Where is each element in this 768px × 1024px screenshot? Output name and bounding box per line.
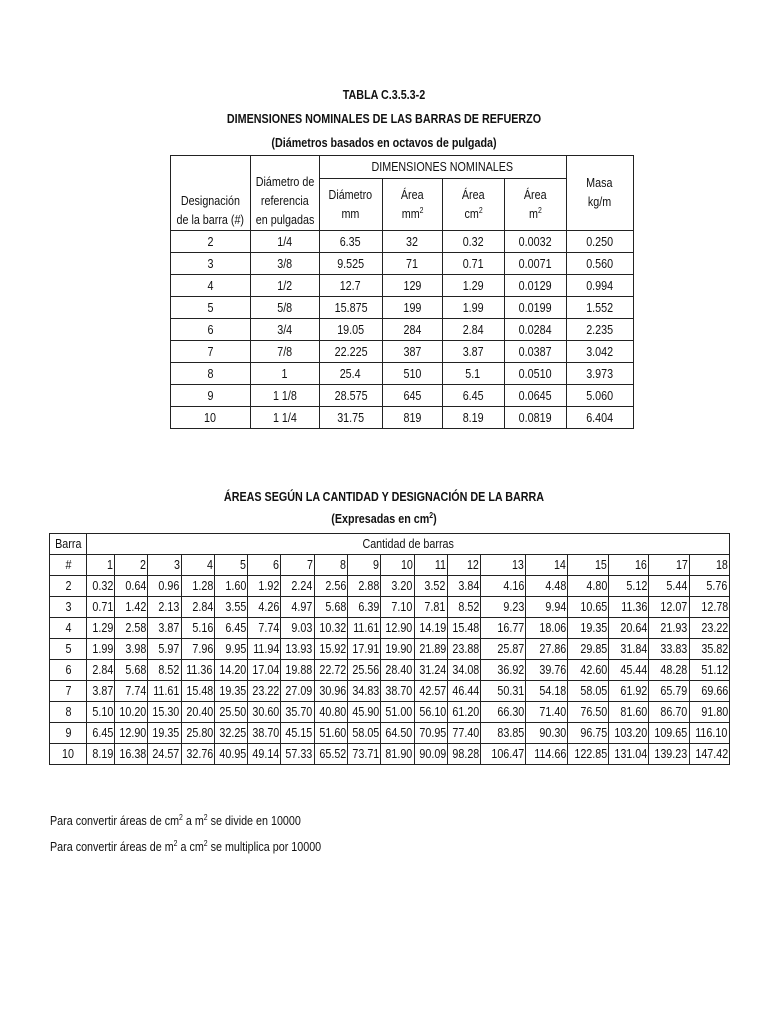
area-cell: 0.96	[148, 576, 181, 597]
area-cell: 1.60	[214, 576, 247, 597]
table-row	[50, 681, 730, 702]
header-hash: #	[50, 555, 87, 576]
table-row	[50, 618, 730, 639]
area-cell: 61.92	[609, 681, 649, 702]
table-row	[171, 253, 634, 275]
area-cell: 15.48	[447, 618, 480, 639]
area-cell: 12.78	[689, 597, 729, 618]
area-cell: 19.90	[381, 639, 414, 660]
table-cell: 645	[382, 385, 442, 407]
table-cell: 7	[171, 341, 251, 363]
area-cell: 98.28	[447, 744, 480, 765]
area-cell: 4.26	[248, 597, 281, 618]
area-cell: 116.10	[689, 723, 729, 744]
area-cell: 51.00	[381, 702, 414, 723]
area-cell: 65.79	[649, 681, 689, 702]
area-cell: 31.84	[609, 639, 649, 660]
table-row	[50, 660, 730, 681]
table-row	[50, 597, 730, 618]
area-cell: 81.90	[381, 744, 414, 765]
area-cell: 11.36	[609, 597, 649, 618]
area-cell: 9.94	[526, 597, 568, 618]
area-cell: 3.87	[87, 681, 115, 702]
area-cell: 91.80	[689, 702, 729, 723]
area-cell: 69.66	[689, 681, 729, 702]
table-cell: 1	[250, 363, 319, 385]
table-cell: 3/4	[250, 319, 319, 341]
area-cell: 0.71	[87, 597, 115, 618]
header-barra: Barra	[50, 534, 87, 555]
area-cell: 10.32	[314, 618, 347, 639]
area-cell: 38.70	[248, 723, 281, 744]
area-cell: 90.30	[526, 723, 568, 744]
table-cell: 510	[382, 363, 442, 385]
area-cell: 22.72	[314, 660, 347, 681]
area-cell: 33.83	[649, 639, 689, 660]
table1-title: TABLA C.3.5.3-2	[342, 88, 426, 102]
table-cell: 1.552	[566, 297, 633, 319]
table-cell: 284	[382, 319, 442, 341]
area-cell: 5.10	[87, 702, 115, 723]
table-cell: 3/8	[250, 253, 319, 275]
nominal-dimensions-table	[170, 155, 634, 429]
table-cell: 387	[382, 341, 442, 363]
area-cell: 49.14	[248, 744, 281, 765]
area-cell: 57.33	[281, 744, 314, 765]
area-cell: 3.20	[381, 576, 414, 597]
table-cell: 3	[171, 253, 251, 275]
count-header-cell: 15	[568, 555, 609, 576]
bar-designation-cell: 6	[50, 660, 87, 681]
count-header-cell: 6	[248, 555, 281, 576]
area-cell: 5.44	[649, 576, 689, 597]
area-cell: 5.68	[115, 660, 148, 681]
area-cell: 71.40	[526, 702, 568, 723]
area-cell: 51.60	[314, 723, 347, 744]
header-designacion: Designación de la barra (#)	[171, 156, 251, 231]
header-area-cm2: Área $cm^2$	[442, 179, 504, 231]
bar-designation-cell: 7	[50, 681, 87, 702]
header-diametro-referencia: Diámetro de referencia en pulgadas	[250, 156, 319, 231]
table-cell: 12.7	[319, 275, 382, 297]
area-cell: 19.35	[148, 723, 181, 744]
table-row	[50, 702, 730, 723]
table-row	[171, 319, 634, 341]
area-cell: 25.80	[181, 723, 214, 744]
area-cell: 1.92	[248, 576, 281, 597]
area-cell: 23.22	[248, 681, 281, 702]
table-cell: 6.404	[566, 407, 633, 429]
area-cell: 11.36	[181, 660, 214, 681]
area-cell: 1.29	[87, 618, 115, 639]
table-row	[171, 407, 634, 429]
area-cell: 23.22	[689, 618, 729, 639]
table-cell: 0.560	[566, 253, 633, 275]
table-cell: 6.35	[319, 231, 382, 253]
area-cell: 90.09	[414, 744, 447, 765]
table-cell: 28.575	[319, 385, 382, 407]
area-cell: 114.66	[526, 744, 568, 765]
area-cell: 65.52	[314, 744, 347, 765]
area-cell: 10.65	[568, 597, 609, 618]
count-header-cell: 2	[115, 555, 148, 576]
table-cell: 2	[171, 231, 251, 253]
area-cell: 5.16	[181, 618, 214, 639]
area-cell: 25.56	[347, 660, 380, 681]
table-cell: 1.99	[442, 297, 504, 319]
table-cell: 71	[382, 253, 442, 275]
table-cell: 6.45	[442, 385, 504, 407]
area-cell: 10.20	[115, 702, 148, 723]
area-cell: 8.52	[148, 660, 181, 681]
table-cell: 0.0284	[504, 319, 566, 341]
table-row	[50, 744, 730, 765]
header-diametro-mm: Diámetro mm	[319, 179, 382, 231]
area-cell: 1.99	[87, 639, 115, 660]
area-cell: 32.76	[181, 744, 214, 765]
table-cell: 0.0071	[504, 253, 566, 275]
area-cell: 30.96	[314, 681, 347, 702]
area-cell: 42.60	[568, 660, 609, 681]
area-cell: 2.84	[87, 660, 115, 681]
area-cell: 21.93	[649, 618, 689, 639]
area-cell: 11.61	[148, 681, 181, 702]
area-cell: 81.60	[609, 702, 649, 723]
area-cell: 4.16	[481, 576, 526, 597]
table-cell: 0.0199	[504, 297, 566, 319]
area-cell: 5.97	[148, 639, 181, 660]
count-header-cell: 14	[526, 555, 568, 576]
area-cell: 2.84	[181, 597, 214, 618]
area-cell: 147.42	[689, 744, 729, 765]
area-cell: 3.98	[115, 639, 148, 660]
area-cell: 28.40	[381, 660, 414, 681]
area-cell: 2.13	[148, 597, 181, 618]
table-cell: 1 1/8	[250, 385, 319, 407]
area-cell: 19.88	[281, 660, 314, 681]
area-cell: 11.94	[248, 639, 281, 660]
table-row	[171, 385, 634, 407]
area-cell: 0.32	[87, 576, 115, 597]
area-cell: 27.86	[526, 639, 568, 660]
table-cell: 0.0387	[504, 341, 566, 363]
area-cell: 103.20	[609, 723, 649, 744]
area-cell: 35.70	[281, 702, 314, 723]
table-cell: 19.05	[319, 319, 382, 341]
count-header-cell: 18	[689, 555, 729, 576]
area-cell: 23.88	[447, 639, 480, 660]
areas-by-quantity-table	[49, 533, 730, 765]
area-cell: 5.68	[314, 597, 347, 618]
area-cell: 45.15	[281, 723, 314, 744]
table-cell: 31.75	[319, 407, 382, 429]
area-cell: 48.28	[649, 660, 689, 681]
count-header-cell: 3	[148, 555, 181, 576]
area-cell: 109.65	[649, 723, 689, 744]
table-cell: 1/2	[250, 275, 319, 297]
header-area-mm2: Área $mm^2$	[382, 179, 442, 231]
area-cell: 9.03	[281, 618, 314, 639]
area-cell: 3.55	[214, 597, 247, 618]
table-cell: 8.19	[442, 407, 504, 429]
area-cell: 7.10	[381, 597, 414, 618]
area-cell: 31.24	[414, 660, 447, 681]
area-cell: 19.35	[214, 681, 247, 702]
area-cell: 29.85	[568, 639, 609, 660]
table-row	[171, 297, 634, 319]
area-cell: 7.74	[248, 618, 281, 639]
area-cell: 56.10	[414, 702, 447, 723]
area-cell: 64.50	[381, 723, 414, 744]
count-header-cell: 16	[609, 555, 649, 576]
table-row	[171, 341, 634, 363]
area-cell: 70.95	[414, 723, 447, 744]
area-cell: 20.40	[181, 702, 214, 723]
table-cell: 1/4	[250, 231, 319, 253]
area-cell: 12.90	[115, 723, 148, 744]
area-cell: 4.80	[568, 576, 609, 597]
area-cell: 139.23	[649, 744, 689, 765]
count-header-cell: 5	[214, 555, 247, 576]
count-header-cell: 1	[87, 555, 115, 576]
table-row	[50, 576, 730, 597]
area-cell: 40.80	[314, 702, 347, 723]
header-area-m2: Área $m^2$	[504, 179, 566, 231]
table-cell: 819	[382, 407, 442, 429]
table-cell: 5	[171, 297, 251, 319]
table-cell: 22.225	[319, 341, 382, 363]
table-row	[171, 363, 634, 385]
table-row	[171, 231, 634, 253]
area-cell: 6.39	[347, 597, 380, 618]
area-cell: 58.05	[347, 723, 380, 744]
table-cell: 0.0032	[504, 231, 566, 253]
area-cell: 7.74	[115, 681, 148, 702]
area-cell: 61.20	[447, 702, 480, 723]
table-cell: 1 1/4	[250, 407, 319, 429]
area-cell: 58.05	[568, 681, 609, 702]
area-cell: 35.82	[689, 639, 729, 660]
area-cell: 45.44	[609, 660, 649, 681]
area-cell: 20.64	[609, 618, 649, 639]
bar-designation-cell: 5	[50, 639, 87, 660]
area-cell: 14.19	[414, 618, 447, 639]
table-cell: 10	[171, 407, 251, 429]
count-header-cell: 12	[447, 555, 480, 576]
area-cell: 32.25	[214, 723, 247, 744]
table-cell: 2.84	[442, 319, 504, 341]
bar-designation-cell: 8	[50, 702, 87, 723]
area-cell: 34.83	[347, 681, 380, 702]
table-cell: 1.29	[442, 275, 504, 297]
bar-designation-cell: 4	[50, 618, 87, 639]
area-cell: 19.35	[568, 618, 609, 639]
table-cell: 5.1	[442, 363, 504, 385]
area-cell: 25.87	[481, 639, 526, 660]
area-cell: 27.09	[281, 681, 314, 702]
area-cell: 3.84	[447, 576, 480, 597]
table-row	[50, 723, 730, 744]
conversion-note-cm2-to-m2: Para convertir áreas de $cm^2$ a $m^2$ se divide en 10000	[50, 813, 301, 828]
table-cell: 5/8	[250, 297, 319, 319]
table-cell: 129	[382, 275, 442, 297]
area-cell: 77.40	[447, 723, 480, 744]
area-cell: 17.91	[347, 639, 380, 660]
area-cell: 25.50	[214, 702, 247, 723]
count-header-cell: 13	[481, 555, 526, 576]
area-cell: 131.04	[609, 744, 649, 765]
area-cell: 21.89	[414, 639, 447, 660]
table-cell: 32	[382, 231, 442, 253]
table-cell: 5.060	[566, 385, 633, 407]
area-cell: 16.77	[481, 618, 526, 639]
table1-caption: (Diámetros basados en octavos de pulgada)	[271, 136, 497, 150]
area-cell: 42.57	[414, 681, 447, 702]
area-cell: 5.12	[609, 576, 649, 597]
area-cell: 73.71	[347, 744, 380, 765]
table-cell: 0.0510	[504, 363, 566, 385]
bar-designation-cell: 3	[50, 597, 87, 618]
table-cell: 8	[171, 363, 251, 385]
count-header-cell: 10	[381, 555, 414, 576]
table-cell: 15.875	[319, 297, 382, 319]
area-cell: 30.60	[248, 702, 281, 723]
area-cell: 3.52	[414, 576, 447, 597]
area-cell: 51.12	[689, 660, 729, 681]
area-cell: 4.97	[281, 597, 314, 618]
table-cell: 0.250	[566, 231, 633, 253]
area-cell: 18.06	[526, 618, 568, 639]
table-cell: 3.973	[566, 363, 633, 385]
area-cell: 6.45	[214, 618, 247, 639]
area-cell: 45.90	[347, 702, 380, 723]
area-cell: 16.38	[115, 744, 148, 765]
area-cell: 14.20	[214, 660, 247, 681]
area-cell: 66.30	[481, 702, 526, 723]
area-cell: 8.52	[447, 597, 480, 618]
table-cell: 9	[171, 385, 251, 407]
area-cell: 106.47	[481, 744, 526, 765]
area-cell: 86.70	[649, 702, 689, 723]
table-cell: 2.235	[566, 319, 633, 341]
count-header-cell: 17	[649, 555, 689, 576]
area-cell: 8.19	[87, 744, 115, 765]
bar-designation-cell: 2	[50, 576, 87, 597]
area-cell: 34.08	[447, 660, 480, 681]
table-row	[171, 275, 634, 297]
area-cell: 9.23	[481, 597, 526, 618]
table-cell: 4	[171, 275, 251, 297]
area-cell: 2.88	[347, 576, 380, 597]
table-cell: 7/8	[250, 341, 319, 363]
table1-subtitle: DIMENSIONES NOMINALES DE LAS BARRAS DE REFUERZO	[226, 112, 542, 126]
table-cell: 3.87	[442, 341, 504, 363]
header-masa: Masa kg/m	[566, 156, 633, 231]
area-cell: 96.75	[568, 723, 609, 744]
conversion-note-m2-to-cm2: Para convertir áreas de $m^2$ a $cm^2$ se multiplica por 10000	[50, 839, 322, 854]
area-cell: 6.45	[87, 723, 115, 744]
area-cell: 17.04	[248, 660, 281, 681]
area-cell: 1.28	[181, 576, 214, 597]
count-header-cell: 4	[181, 555, 214, 576]
area-cell: 0.64	[115, 576, 148, 597]
count-header-cell: 9	[347, 555, 380, 576]
header-cantidad-de-barras: Cantidad de barras	[87, 534, 730, 555]
table-row	[50, 639, 730, 660]
area-cell: 46.44	[447, 681, 480, 702]
table-cell: 0.994	[566, 275, 633, 297]
area-cell: 2.56	[314, 576, 347, 597]
count-header-cell: 8	[314, 555, 347, 576]
area-cell: 13.93	[281, 639, 314, 660]
bar-designation-cell: 10	[50, 744, 87, 765]
count-header-cell: 11	[414, 555, 447, 576]
area-cell: 7.81	[414, 597, 447, 618]
area-cell: 40.95	[214, 744, 247, 765]
table-cell: 6	[171, 319, 251, 341]
bar-designation-cell: 9	[50, 723, 87, 744]
area-cell: 39.76	[526, 660, 568, 681]
area-cell: 83.85	[481, 723, 526, 744]
table-cell: 9.525	[319, 253, 382, 275]
table-cell: 0.32	[442, 231, 504, 253]
area-cell: 24.57	[148, 744, 181, 765]
area-cell: 54.18	[526, 681, 568, 702]
table2-title: ÁREAS SEGÚN LA CANTIDAD Y DESIGNACIÓN DE LA BARRA	[223, 490, 545, 504]
table-cell: 0.0129	[504, 275, 566, 297]
table-cell: 0.71	[442, 253, 504, 275]
table-cell: 199	[382, 297, 442, 319]
area-cell: 15.48	[181, 681, 214, 702]
table-cell: 0.0819	[504, 407, 566, 429]
area-cell: 4.48	[526, 576, 568, 597]
area-cell: 3.87	[148, 618, 181, 639]
area-cell: 11.61	[347, 618, 380, 639]
count-header-cell: 7	[281, 555, 314, 576]
table-cell: 3.042	[566, 341, 633, 363]
area-cell: 38.70	[381, 681, 414, 702]
area-cell: 1.42	[115, 597, 148, 618]
area-cell: 15.92	[314, 639, 347, 660]
table-cell: 25.4	[319, 363, 382, 385]
area-cell: 9.95	[214, 639, 247, 660]
table-cell: 0.0645	[504, 385, 566, 407]
area-cell: 122.85	[568, 744, 609, 765]
area-cell: 50.31	[481, 681, 526, 702]
area-cell: 5.76	[689, 576, 729, 597]
area-cell: 2.24	[281, 576, 314, 597]
area-cell: 76.50	[568, 702, 609, 723]
area-cell: 15.30	[148, 702, 181, 723]
table2-caption: (Expresadas en $cm^2$)	[331, 511, 437, 526]
area-cell: 36.92	[481, 660, 526, 681]
header-dimensiones-nominales: DIMENSIONES NOMINALES	[319, 156, 566, 179]
area-cell: 7.96	[181, 639, 214, 660]
area-cell: 12.90	[381, 618, 414, 639]
area-cell: 2.58	[115, 618, 148, 639]
area-cell: 12.07	[649, 597, 689, 618]
